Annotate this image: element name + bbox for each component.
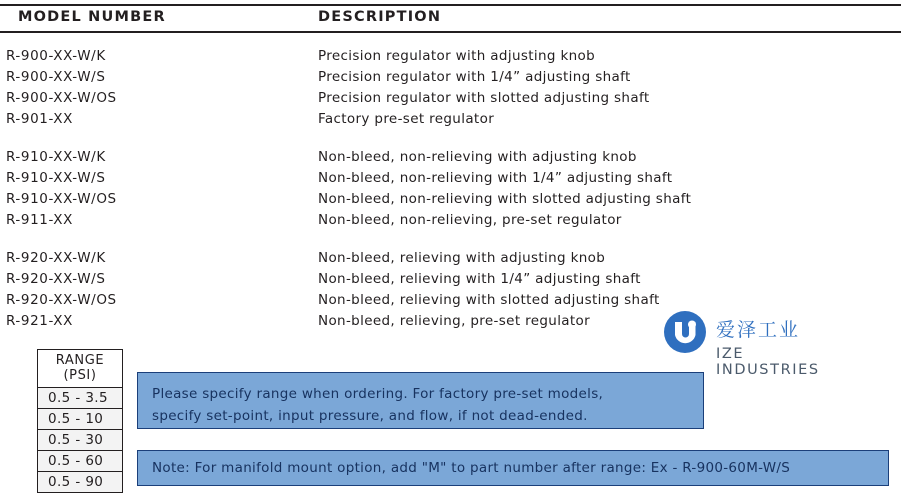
company-logo [664, 311, 854, 378]
range-header-line1: RANGE [55, 353, 105, 368]
range-value-row: 0.5 - 30 [38, 430, 122, 451]
header-rule-bottom [0, 31, 901, 33]
aize-logo-icon [664, 311, 706, 353]
model-description: Non-bleed, relieving with slotted adjusting shaft [318, 292, 660, 308]
model-number: R-910-XX-W/K [6, 149, 106, 165]
note-specify-line-2: specify set-point, input pressure, and flow, if not dead-ended. [152, 408, 588, 424]
range-value-row: 0.5 - 90 [38, 472, 122, 492]
range-table-header [38, 350, 122, 388]
range-table [37, 349, 123, 493]
model-description: Non-bleed, relieving, pre-set regulator [318, 313, 591, 329]
model-description: Precision regulator with adjusting knob [318, 48, 596, 64]
model-description: Precision regulator with 1/4” adjusting shaft [318, 69, 631, 85]
model-number: R-901-XX [6, 111, 73, 127]
model-number: R-920-XX-W/S [6, 271, 106, 287]
model-description: Non-bleed, non-relieving with adjusting knob [318, 149, 637, 165]
model-number: R-900-XX-W/K [6, 48, 106, 64]
model-description: Non-bleed, non-relieving with 1/4” adjusting shaft [318, 170, 673, 186]
model-number: R-921-XX [6, 313, 73, 329]
logo-text-english: IZE INDUSTRIES [716, 346, 820, 378]
range-value-row: 0.5 - 10 [38, 409, 122, 430]
column-header-description: DESCRIPTION [318, 9, 442, 25]
model-number: R-920-XX-W/OS [6, 292, 117, 308]
header-rule-top [0, 4, 901, 6]
note-manifold-line-1: Note: For manifold mount option, add "M" to part number after range: Ex - R-900-60M-W/S [152, 460, 791, 476]
model-description: Non-bleed, non-relieving with slotted adjusting shaft [318, 191, 692, 207]
model-description: Non-bleed, non-relieving, pre-set regulator [318, 212, 622, 228]
range-value-row: 0.5 - 60 [38, 451, 122, 472]
note-specify-line-1: Please specify range when ordering. For factory pre-set models, [152, 386, 604, 402]
model-number: R-900-XX-W/S [6, 69, 106, 85]
model-number: R-911-XX [6, 212, 73, 228]
model-number: R-910-XX-W/OS [6, 191, 117, 207]
column-header-model-number: MODEL NUMBER [18, 9, 166, 25]
model-description: Factory pre-set regulator [318, 111, 495, 127]
range-header-line2: (PSI) [63, 368, 97, 383]
model-number: R-910-XX-W/S [6, 170, 106, 186]
model-description: Non-bleed, relieving with 1/4” adjusting shaft [318, 271, 641, 287]
note-manifold-mount [137, 450, 889, 486]
range-value-row: 0.5 - 3.5 [38, 388, 122, 409]
logo-text-chinese: 爱泽工业 [716, 319, 801, 341]
model-number: R-900-XX-W/OS [6, 90, 117, 106]
model-description: Non-bleed, relieving with adjusting knob [318, 250, 606, 266]
model-description: Precision regulator with slotted adjusting shaft [318, 90, 650, 106]
model-number: R-920-XX-W/K [6, 250, 106, 266]
note-specify-range [137, 372, 704, 429]
